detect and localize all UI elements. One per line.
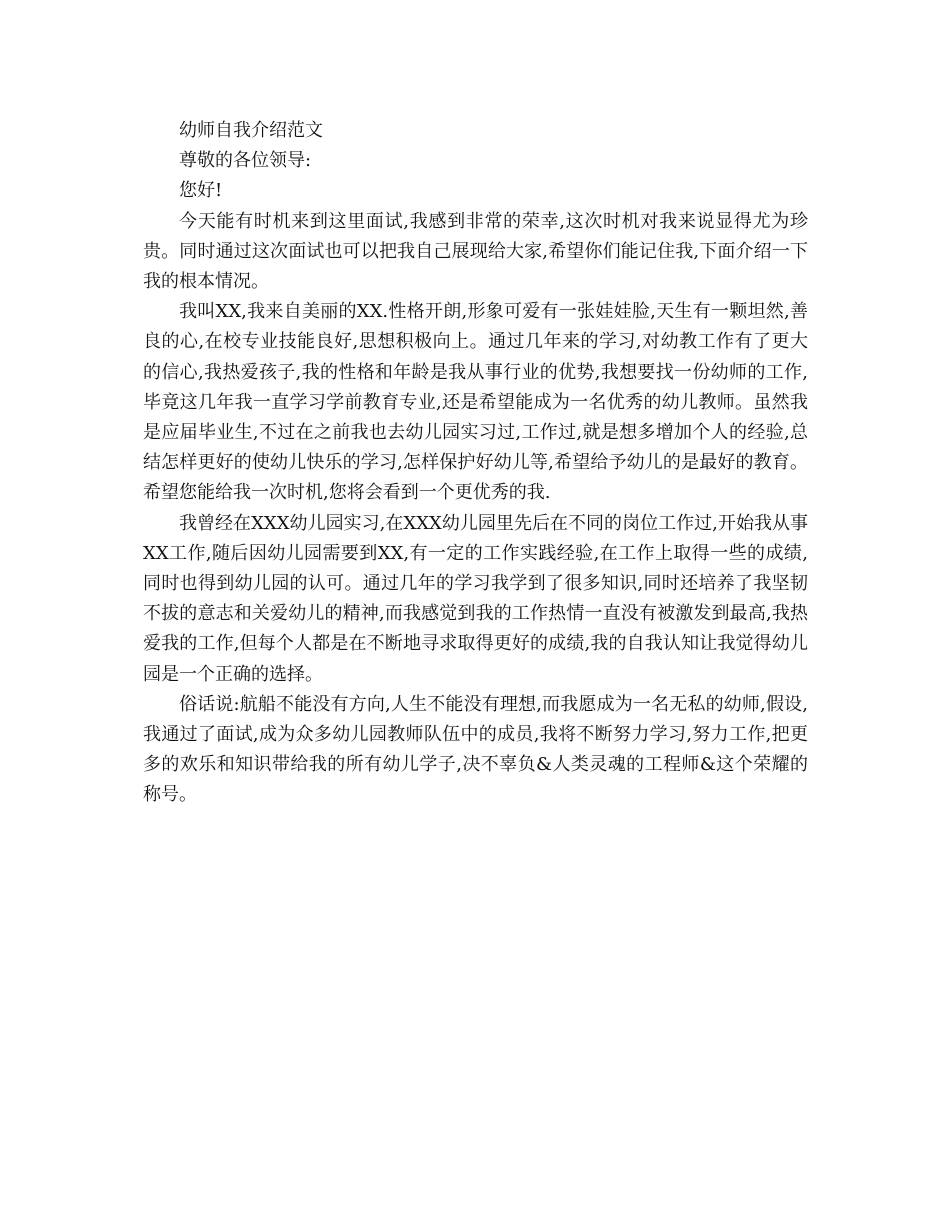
document-body	[143, 116, 808, 811]
salutation: 尊敬的各位领导:	[179, 150, 312, 172]
paragraph-4: 俗话说:航船不能没有方向,人生不能没有理想,而我愿成为一名无私的幼师,假设,我通过了面试,成为众多幼儿园教师队伍中的成员,我将不断努力学习,努力工作,把更多的欢乐和知识带给我的所有幼儿学子,决不辜负&人类灵魂的工程师&这个荣耀的称号。	[143, 693, 808, 806]
paragraph-2: 我叫XX,我来自美丽的XX.性格开朗,形象可爱有一张娃娃脸,天生有一颗坦然,善良的心,在校专业技能良好,思想积极向上。通过几年来的学习,对幼教工作有了更大的信心,我热爱孩子,我的性格和年龄是我从事行业的优势,我想要找一份幼师的工作,毕竟这几年我一直学习学前教育专业,还是希望能成为一名优秀的幼儿教师。虽然我是应届毕业生,不过在之前我也去幼儿园实习过,工作过,就是想多增加个人的经验,总结怎样更好的使幼儿快乐的学习,怎样保护好幼儿等,希望给予幼儿的是最好的教育。希望您能给我一次时机,您将会看到一个更优秀的我.	[143, 301, 808, 504]
paragraph-3: 我曾经在XXX幼儿园实习,在XXX幼儿园里先后在不同的岗位工作过,开始我从事XX工作,随后因幼儿园需要到XX,有一定的工作实践经验,在工作上取得一些的成绩,同时也得到幼儿园的认可。通过几年的学习我学到了很多知识,同时还培养了我坚韧不拔的意志和关爱幼儿的精神,而我感觉到我的工作热情一直没有被激发到最高,我热爱我的工作,但每个人都是在不断地寻求取得更好的成绩,我的自我认知让我觉得幼儿园是一个正确的选择。	[143, 512, 808, 685]
document-title: 幼师自我介绍范文	[179, 120, 323, 141]
paragraph-1: 今天能有时机来到这里面试,我感到非常的荣幸,这次时机对我来说显得尤为珍贵。同时通过这次面试也可以把我自己展现给大家,希望你们能记住我,下面介绍一下我的根本情况。	[143, 210, 808, 293]
greeting: 您好!	[179, 180, 223, 202]
